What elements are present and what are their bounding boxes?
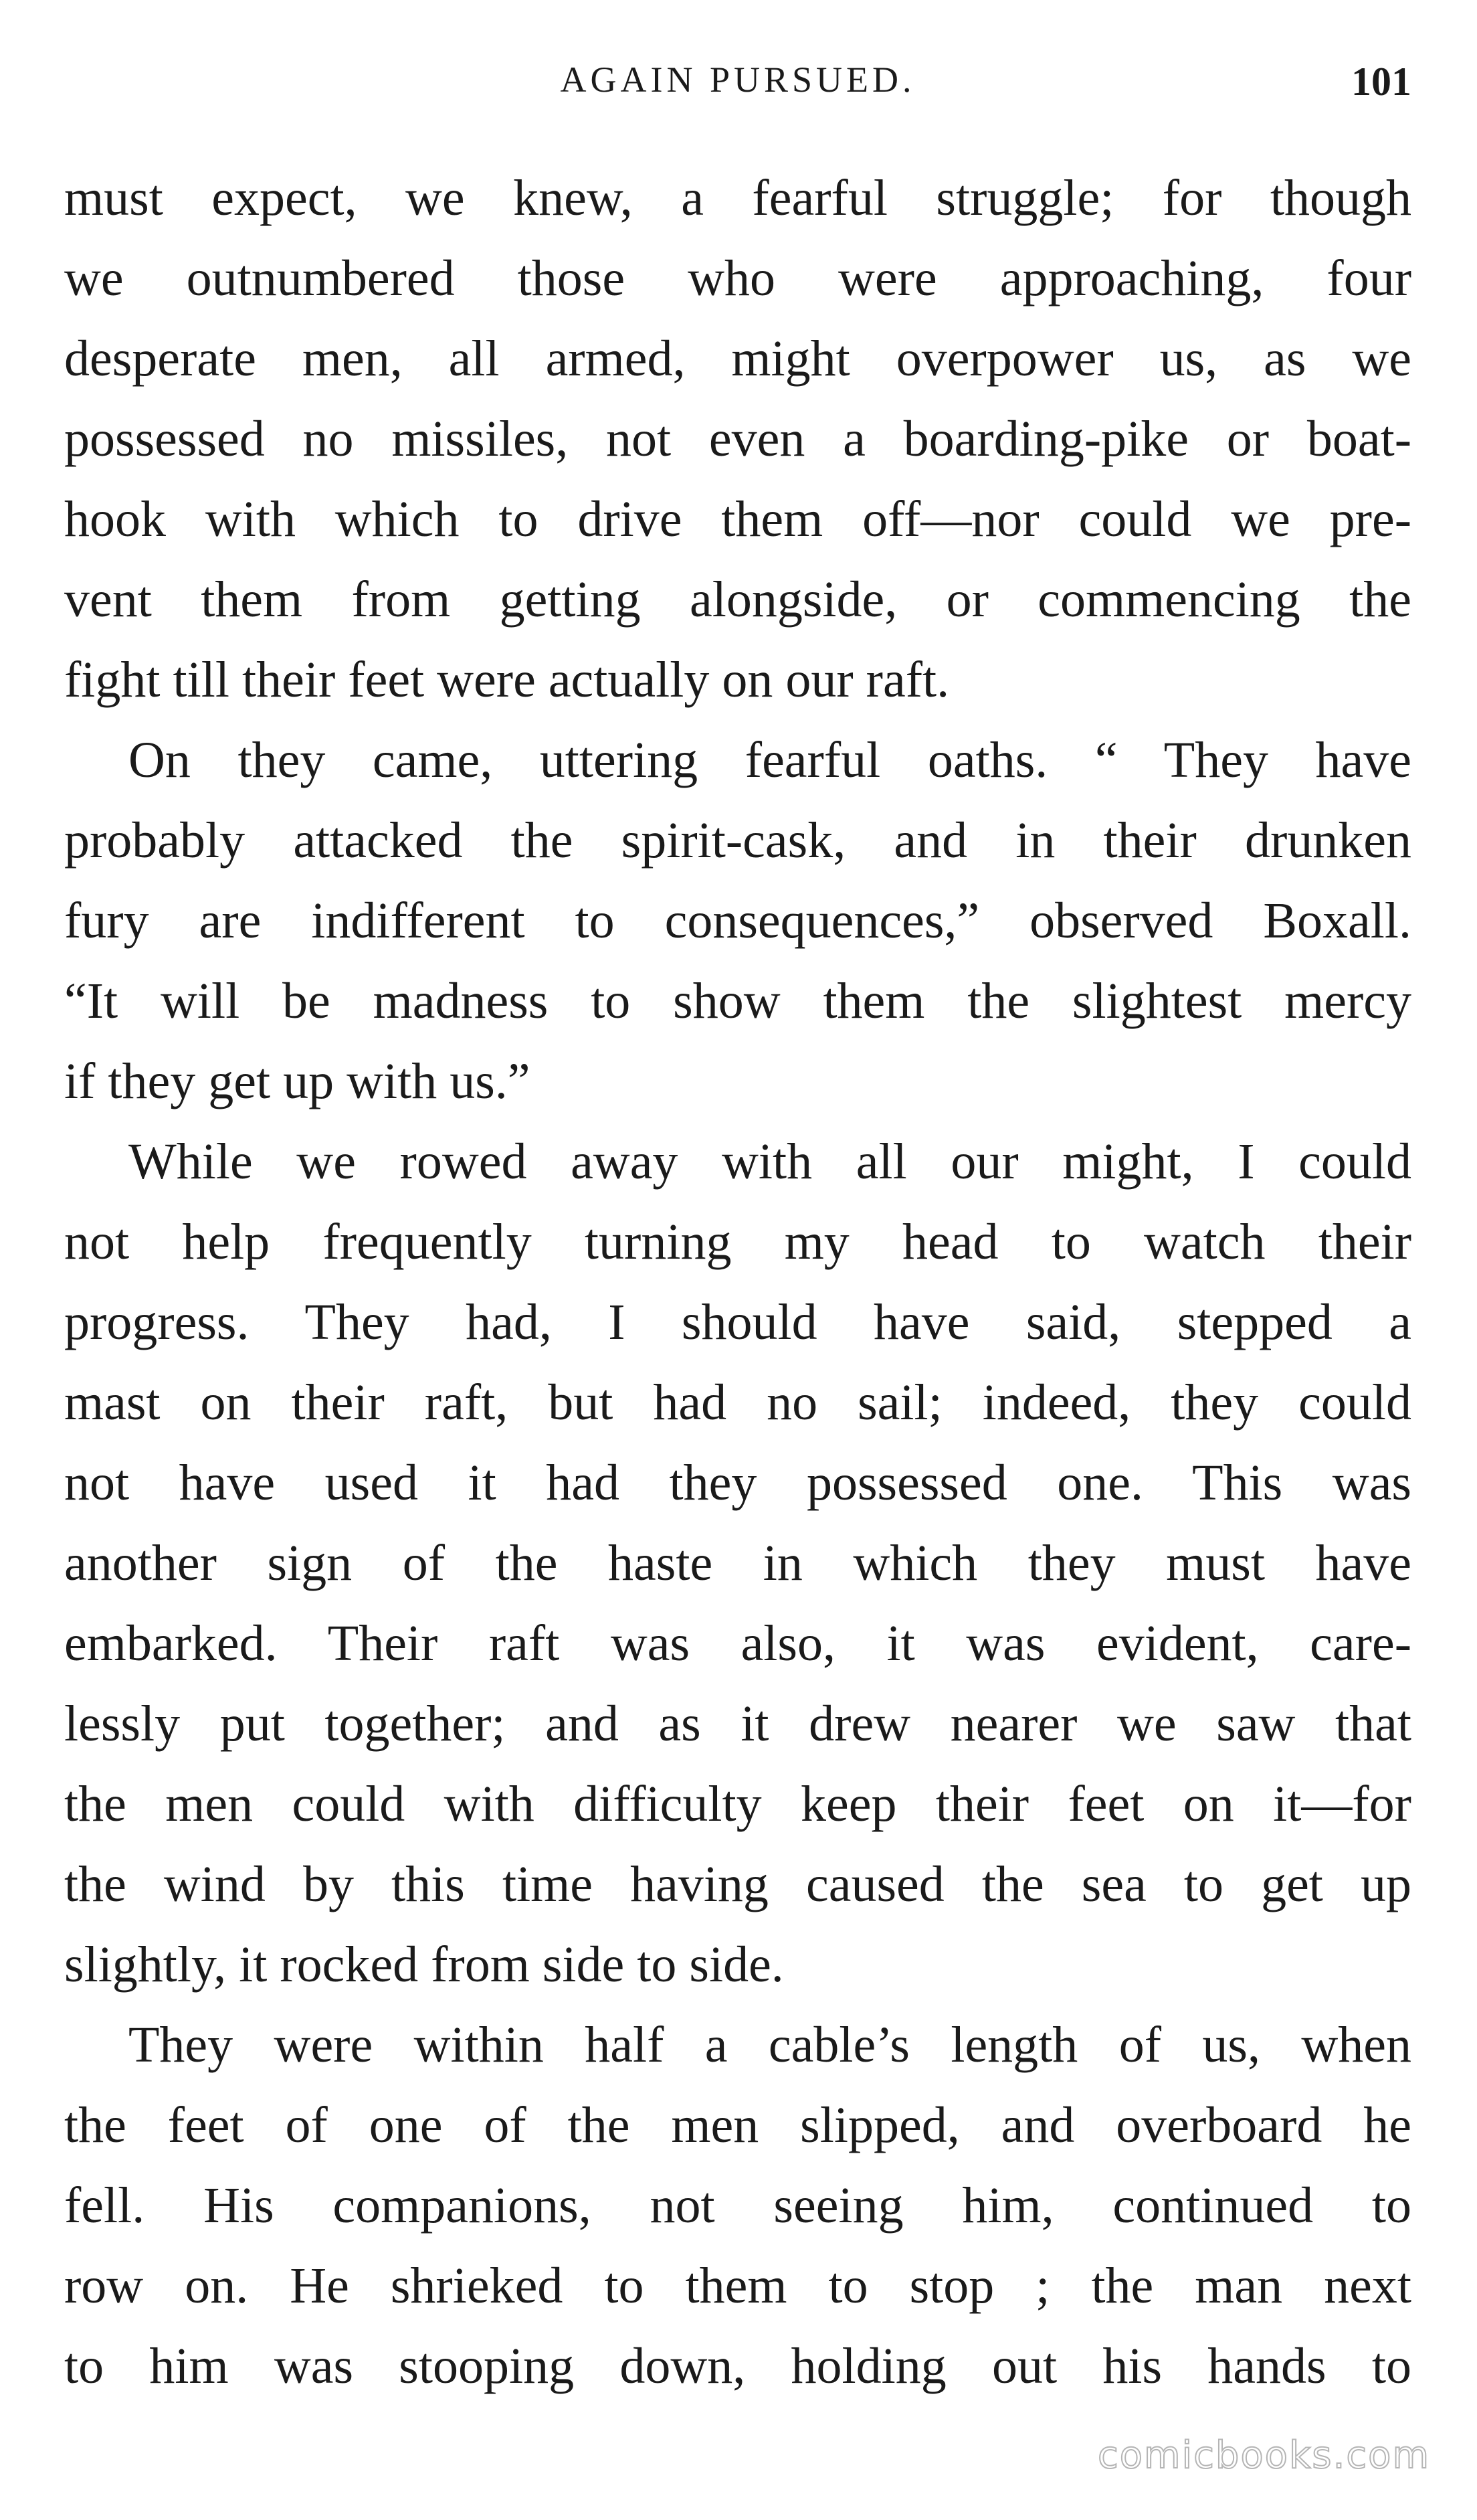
page-header xyxy=(64,59,1411,112)
text-line: slightly, it rocked from side to side. xyxy=(64,1937,784,1993)
text-line: hook with which to drive them off—nor could we pre- xyxy=(64,491,1411,547)
page-number: 101 xyxy=(1351,60,1411,104)
text-line: On they came, uttering fearful oaths. “ They have xyxy=(128,732,1411,788)
text-line: fell. His companions, not seeing him, continued to xyxy=(64,2177,1411,2234)
text-line: desperate men, all armed, might overpower us, as we xyxy=(64,331,1411,387)
text-line: While we rowed away with all our might, I could xyxy=(128,1134,1411,1190)
text-line: if they get up with us.” xyxy=(64,1053,530,1109)
text-line: the feet of one of the men slipped, and overboard he xyxy=(64,2097,1411,2153)
text-line: “It will be madness to show them the slightest mercy xyxy=(64,973,1411,1029)
text-line: another sign of the haste in which they must have xyxy=(64,1535,1411,1591)
text-line: probably attacked the spirit-cask, and in their drunken xyxy=(64,812,1411,869)
text-line: fight till their feet were actually on our raft. xyxy=(64,652,950,708)
text-line: the wind by this time having caused the sea to get up xyxy=(64,1856,1411,1912)
text-line: we outnumbered those who were approaching, four xyxy=(64,250,1411,306)
running-title: AGAIN PURSUED. xyxy=(560,60,916,100)
text-line: mast on their raft, but had no sail; indeed, they could xyxy=(64,1374,1411,1431)
body-text xyxy=(64,158,1411,2406)
text-line: progress. They had, I should have said, stepped a xyxy=(64,1294,1411,1350)
text-line: They were within half a cable’s length of us, when xyxy=(128,2017,1411,2073)
text-line: possessed no missiles, not even a boarding-pike or boat- xyxy=(64,411,1411,467)
text-line: vent them from getting alongside, or commencing the xyxy=(64,571,1411,628)
text-line: must expect, we knew, a fearful struggle; for though xyxy=(64,170,1411,226)
text-line: not help frequently turning my head to watch their xyxy=(64,1214,1411,1270)
watermark: comicbooks.com xyxy=(1097,2434,1430,2477)
text-line: row on. He shrieked to them to stop ; the man next xyxy=(64,2258,1411,2314)
text-line: not have used it had they possessed one. This was xyxy=(64,1455,1411,1511)
text-line: embarked. Their raft was also, it was evident, care- xyxy=(64,1615,1411,1672)
text-line: to him was stooping down, holding out his hands to xyxy=(64,2338,1411,2394)
text-line: fury are indifferent to consequences,” observed Boxall. xyxy=(64,893,1411,949)
text-line: the men could with difficulty keep their feet on it—for xyxy=(64,1776,1411,1832)
text-line: lessly put together; and as it drew nearer we saw that xyxy=(64,1696,1411,1752)
